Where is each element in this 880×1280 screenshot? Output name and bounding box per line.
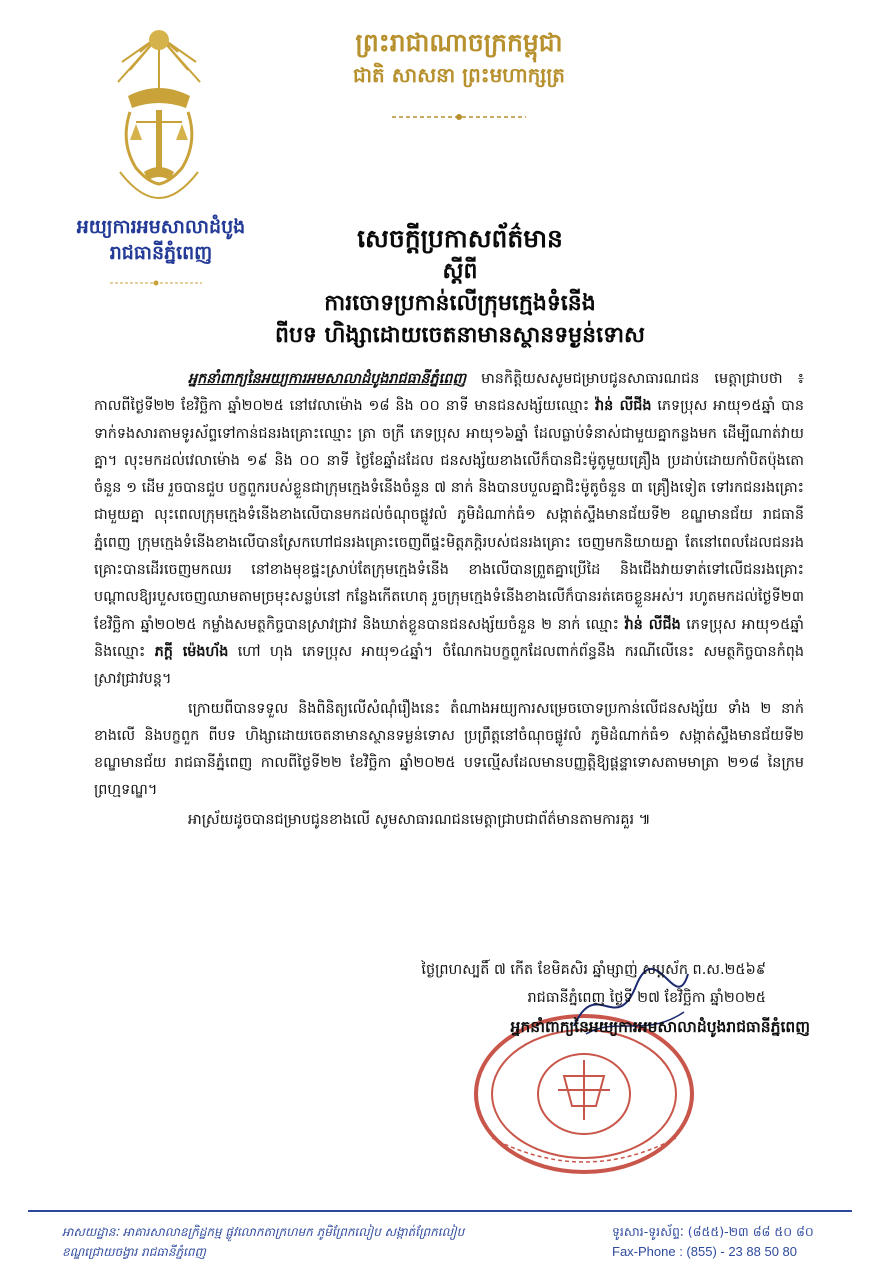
- body-p1-part-d: ហៅ ហុង ភេទប្រុស អាយុ១៤ឆ្នាំ។ ចំណែកឯបក្ខពួកដែលពាក់ព័ន្ធនឹង ករណីលើនេះ សមត្ថកិច្ចបានកំពុងស្រាវជ្រាវបន្ត។: [94, 643, 804, 688]
- signatory-title: អ្នកនាំពាក្យនៃអយ្យការអមសាលាដំបូងរាជធានីភ្នំពេញ: [510, 1018, 810, 1036]
- document-title: សេចក្តីប្រកាសព័ត៌មាន: [357, 224, 563, 253]
- suspect-name-1: វ៉ាន់ លីជីង: [595, 398, 652, 415]
- suspect-name-2: វ៉ាន់ លីជីង: [624, 616, 681, 633]
- organization-name-line1: អយ្យការអមសាលាដំបូង: [76, 216, 246, 238]
- document-subject-line1: ការចោទប្រកាន់លើក្រុមក្មេងទំនើង: [324, 291, 596, 316]
- footer-address-line2: ខណ្ឌជ្រោយចង្វារ រាជធានីភ្នំពេញ: [62, 1245, 206, 1259]
- kingdom-motto: [268, 26, 650, 90]
- footer-address: [62, 1222, 622, 1262]
- body-paragraph-3: អាស្រ័យដូចបានជម្រាបជូនខាងលើ សូមសាធារណជនមេត្តាជ្រាបជាព័ត៌មានតាមការគួរ ៕: [188, 811, 651, 828]
- lunar-date: ថ្ងៃព្រហស្បតិ៍ ៧ កើត ខែមិគសិរ ឆ្នាំម្សាញ់ សប្តស័ក ព.ស.២៥៦៩: [421, 962, 766, 978]
- footer-divider: [28, 1210, 852, 1212]
- closing-block: [300, 956, 810, 1042]
- footer-address-line1: អាសយដ្ឋានៈ អាគារសាលាឧក្រិដ្ឋកម្ម ផ្លូវលោកតាក្រហមក ភូមិព្រែកលៀប សង្កាត់ព្រែកលៀប: [62, 1225, 465, 1239]
- solar-date: រាជធានីភ្នំពេញ ថ្ងៃទី ២៧ ខែវិច្ឆិកា ឆ្នាំ២០២៥: [527, 990, 766, 1006]
- suspect-name-3: ភក្តី ម៉េងហ័ង: [154, 643, 229, 660]
- footer-contact: [612, 1222, 852, 1262]
- kingdom-title: ព្រះរាជាណាចក្រកម្ពុជា: [355, 28, 563, 57]
- document-subject-line2: ពីបទ ហិង្សាដោយចេតនាមានស្ថានទម្ងន់ទោស: [275, 323, 645, 348]
- body-p1-part-a: មានកិត្តិយសសូមជម្រាបជូនសាធារណជន មេត្តាជ្រាបថា ៖ កាលពីថ្ងៃទី២២ ខែវិច្ឆិកា ឆ្នាំ២០២៥ នៅវេលាម៉ោង ១៨ និង ០០ នាទី មានជនសង្ស័យឈ្មោះ: [94, 371, 804, 415]
- body-paragraph-1: [94, 366, 804, 694]
- spokesperson-lead: អ្នកនាំពាក្យនៃអយ្យការអមសាលាដំបូងរាជធានីភ្នំពេញ: [188, 371, 467, 387]
- footer-phone-km: ទូរសារ-ទូរស័ព្ទៈ (៨៥៥)-២៣ ៨៨ ៥០ ៨០: [612, 1224, 814, 1239]
- body-p1-part-c: ភេទប្រុស អាយុ១៥ឆ្នាំ និងឈ្មោះ: [94, 616, 804, 660]
- document-heading: [180, 222, 740, 352]
- footer-phone-en: Fax-Phone : (855) - 23 88 50 80: [612, 1244, 798, 1259]
- body-paragraph-2: ក្រោយពីបានទទួល និងពិនិត្យលើសំណុំរឿងនេះ តំណាងអយ្យការសម្រេចចោទប្រកាន់លើជនសង្ស័យ ទាំង ២ នាក់ខាងលើ និងបក្ខពួក ពីបទ ហិង្សាដោយចេតនាមានស្ថានទម្ងន់ទោស ប្រព្រឹត្តនៅចំណុចផ្លូវលំ ភូមិដំណាក់ធំ១ សង្កាត់ស្ទឹងមានជ័យទី២ ខណ្ឌមានជ័យ រាជធានីភ្នំពេញ កាលពីថ្ងៃទី២២ ខែវិច្ឆិកា ឆ្នាំ២០២៥ បទល្មើសដែលមានបញ្ញត្តិឱ្យផ្តន្ទាទោសតាមមាត្រា ២១៨ នៃក្រមព្រហ្មទណ្ឌ។: [94, 700, 804, 799]
- body-p1-part-b: ភេទប្រុស អាយុ១៥ឆ្នាំ បានទាក់ទងសារតាមទូរស័ព្ទទៅកាន់ជនរងគ្រោះឈ្មោះ ត្រា ចក្រី ភេទប្រុស អាយុ១៦ឆ្នាំ ដែលធ្លាប់ទំនាស់ជាមួយគ្នាកន្លងមក ដើម្បីណាត់វាយគ្នា។ លុះមកដល់វេលាម៉ោង ១៩ និង ០០ នាទី ថ្ងៃខែឆ្នាំដដែល ជនសង្ស័យខាងលើក៏បានជិះម៉ូតូមួយគ្រឿង ប្រដាប់ដោយកាំបិតប៉ុងតោចំនួន ១ ដើម រួចបានជួប បក្ខពួករបស់ខ្លួនជាក្រុមក្មេងទំនើងចំនួន ៧ នាក់ និងបានបបួលគ្នាជិះម៉ូតូចំនួន ៣ គ្រឿងទៀត ទៅរកជនរងគ្រោះ ជាមួយគ្នា លុះពេលក្រុមក្មេងទំនើងខាងលើបានមកដល់ចំណុចផ្លូវលំ ភូមិដំណាក់ធំ១ សង្កាត់ស្ទឹងមានជ័យទី២ ខណ្ឌមានជ័យ រាជធានីភ្នំពេញ ក្រុមក្មេងទំនើងខាងលើបានស្រែកហៅជនរងគ្រោះចេញពីផ្ទះមិត្តភក្តិរបស់ជនរងគ្រោះ ចេញមកនិយាយគ្នា តែនៅពេលដែលជនរងគ្រោះបានដើរចេញមកឈរ នៅខាងមុខផ្ទះស្រាប់តែក្រុមក្មេងទំនើង ខាងលើបានព្រួតគ្នាប្រើដៃ និងជើងវាយទាត់ទៅលើជនរងគ្រោះបណ្តាលឱ្យរបួសចេញឈាមតាមច្រមុះសន្លប់នៅ កន្លែងកើតហេតុ រួចក្រុមក្មេងទំនើងខាងលើក៏បានរត់គេចខ្លួនអស់។ រហូតមកដល់ថ្ងៃទី២៣ ខែវិច្ឆិកា ឆ្នាំ២០២៥ កម្លាំងសមត្ថកិច្ចបានស្រាវជ្រាវ និងឃាត់ខ្លួនបានជនសង្ស័យចំនួន ២ នាក់ ឈ្មោះ: [94, 398, 804, 633]
- kingdom-divider-ornament: [390, 112, 528, 122]
- organization-name-line2: រាជធានីភ្នំពេញ: [109, 242, 213, 264]
- document-body: [94, 366, 804, 836]
- kingdom-motto-line: ជាតិ សាសនា ព្រះមហាក្សត្រ: [353, 63, 565, 87]
- document-about: ស្តីពី: [442, 259, 478, 284]
- court-emblem-icon: [100, 22, 218, 202]
